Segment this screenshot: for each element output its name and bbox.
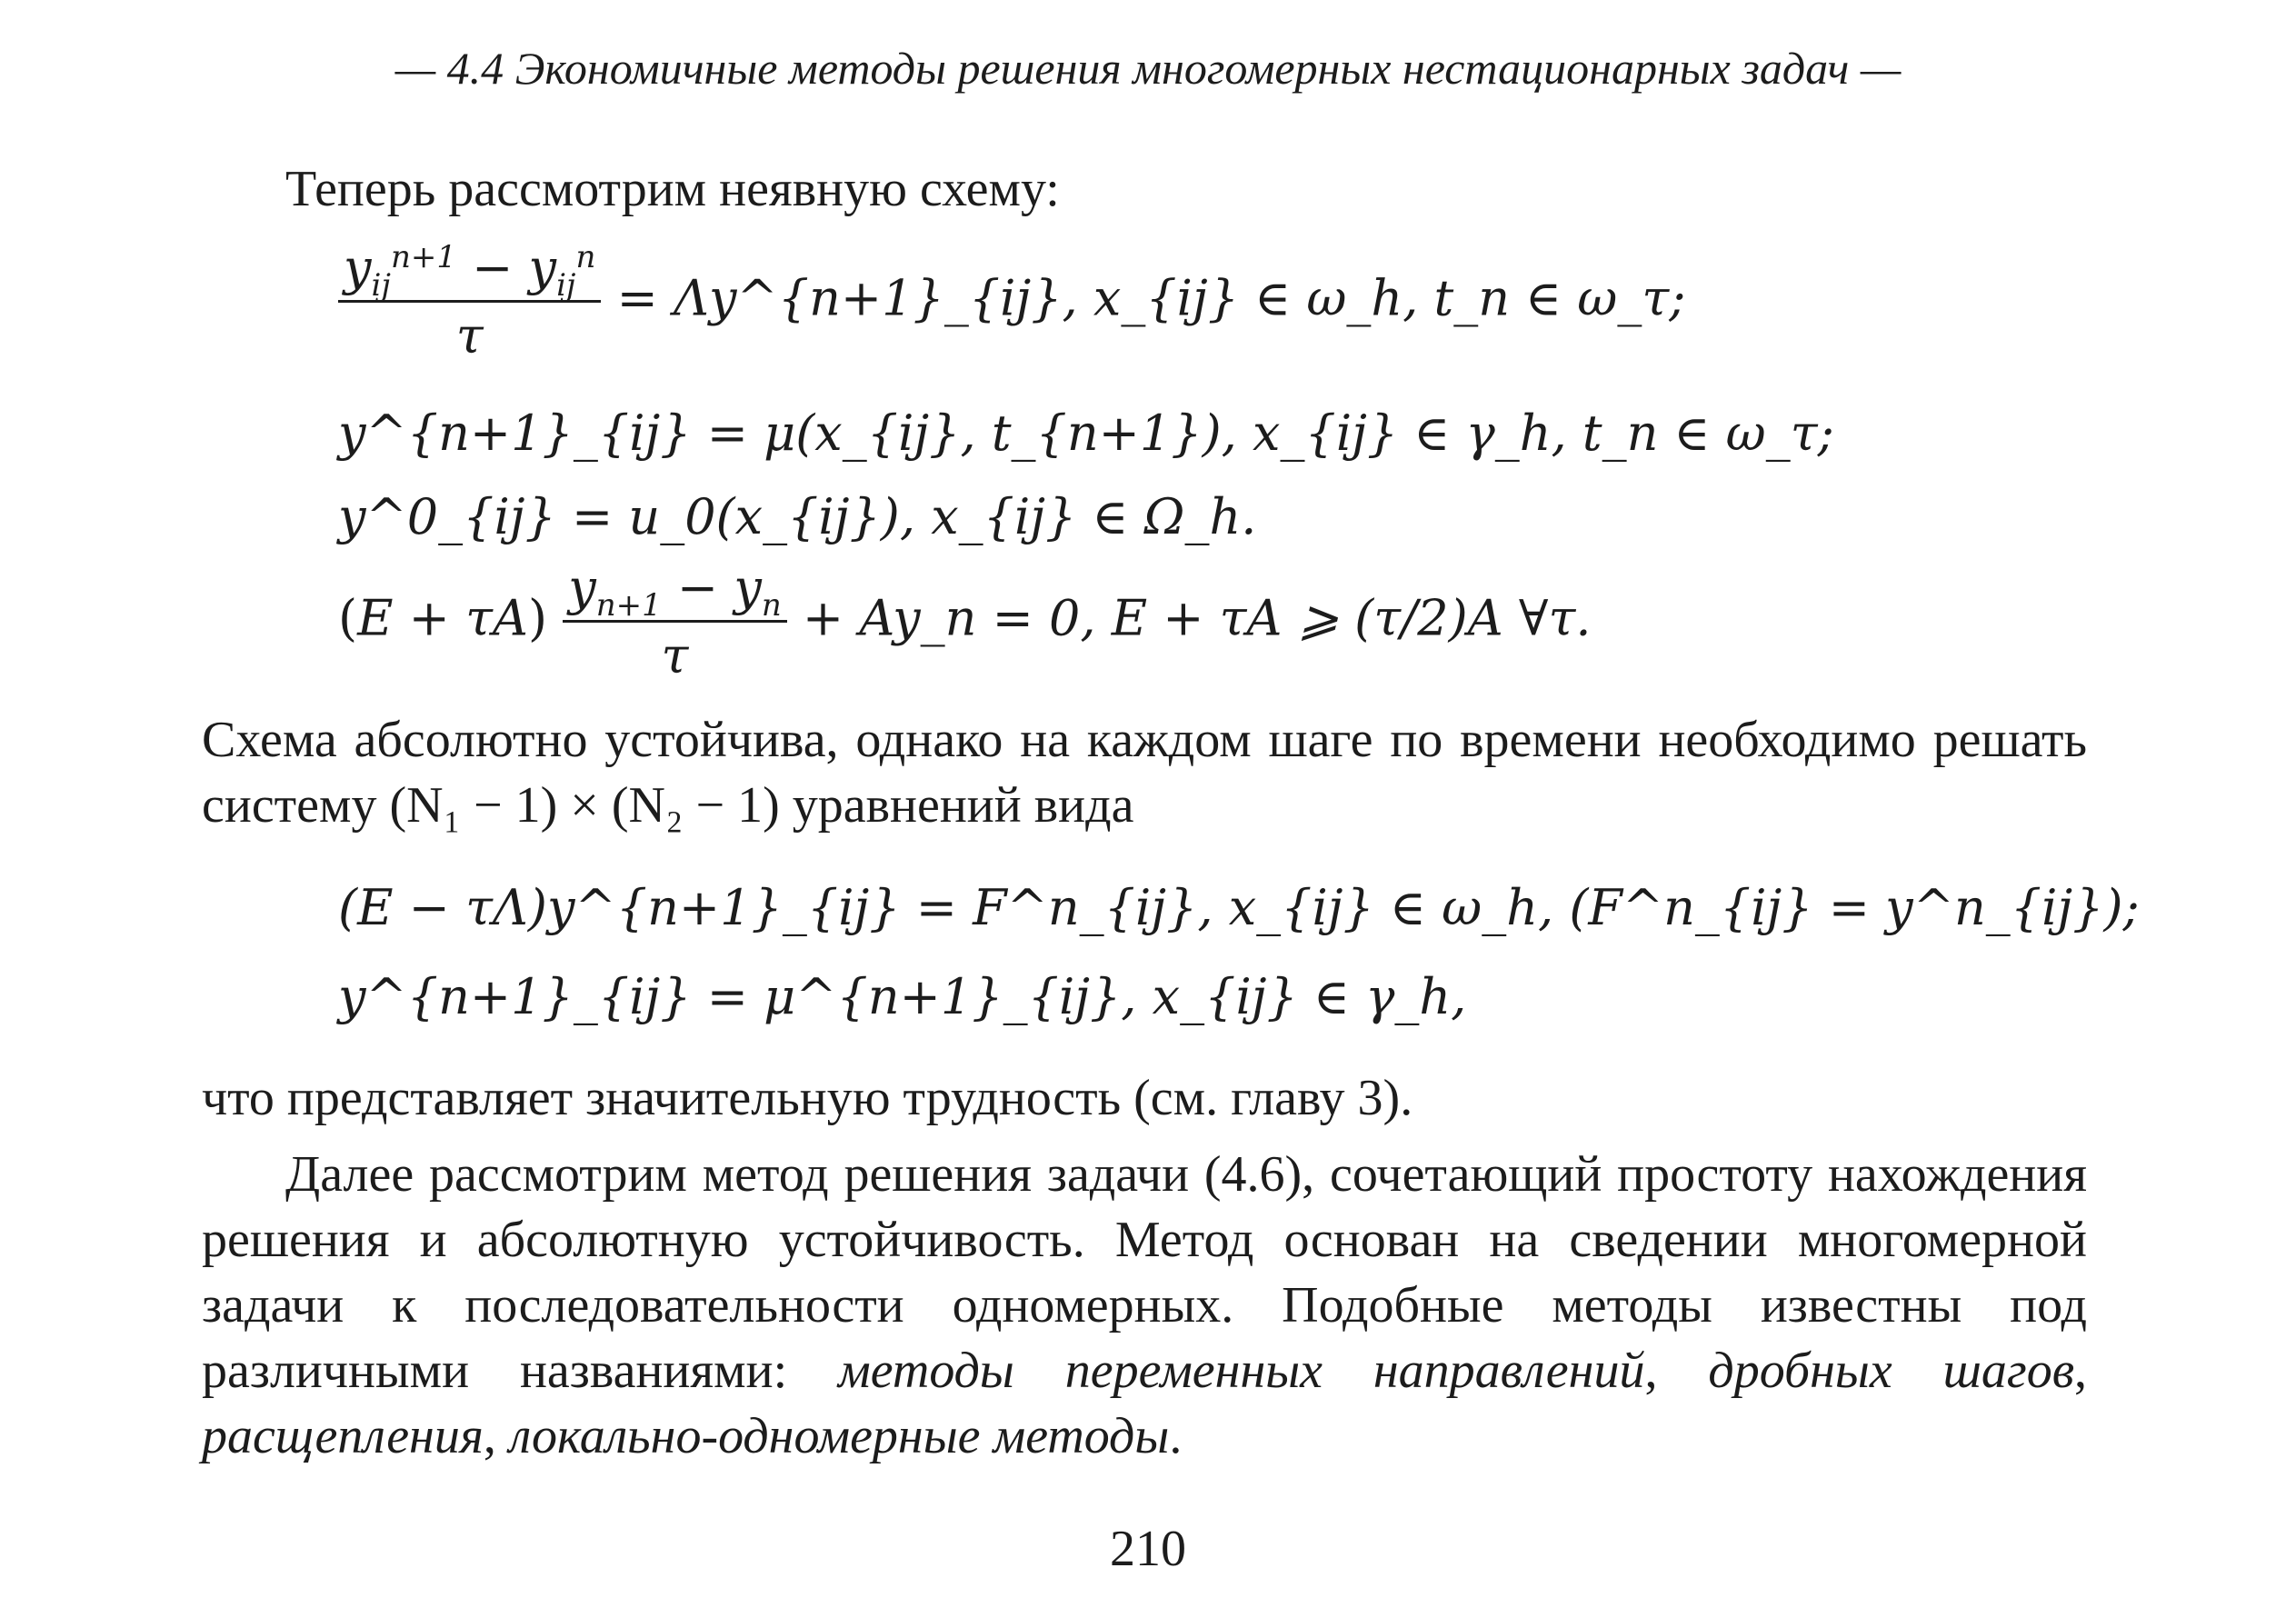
system-eq2: y^{n+1}_{ij} = μ^{n+1}_{ij}, x_{ij} ∈ γ_h,	[338, 968, 1467, 1025]
scheme-eq2: y^{n+1}_{ij} = μ(x_{ij}, t_{n+1}), x_{ij} ∈ γ_h, t_n ∈ ω_τ;	[338, 404, 1834, 462]
paragraph-1: Схема абсолютно устойчива, однако на каждом шаге по времени необходимо решать систему (N₁ − 1) × (N₂ − 1) уравнений вида	[202, 712, 2087, 834]
running-header: — 4.4 Экономичные методы решения многомерных нестационарных задач —	[394, 43, 1902, 94]
term-locally-one-dimensional: локально-одномерные методы	[508, 1408, 1170, 1464]
system-eq1: (E − τΛ)y^{n+1}_{ij} = F^n_{ij}, x_{ij} ∈ ω_h, (F^n_{ij} = y^n_{ij});	[338, 879, 2140, 936]
term-splitting: расщепления	[202, 1408, 484, 1464]
intro-text: Теперь рассмотрим неявную схему:	[285, 161, 1060, 217]
fraction: $\frac{y_{n+1} - y_n}{\tau}$	[563, 564, 787, 681]
fraction: $\frac{y_{ij}^{n+1} - y_{ij}^n}{\tau}$	[338, 244, 601, 361]
paragraph-3-text: Далее рассмотрим метод решения задачи (4.6), сочетающий простоту нахождения решения и абсолютную устойчивость. Метод основан на сведении многомерной задачи к последовательности одномерных. Подобные методы известны под различными названиями:	[202, 1146, 2087, 1399]
paragraph-3: Далее рассмотрим метод решения задачи (4.6), сочетающий простоту нахождения решения и абсолютную устойчивость. Метод основан на сведении многомерной задачи к последовательности одномерных. Подобные методы известны под различными названиями: методы переменных направлений, дробных шагов, расщепления, локально-одномерные методы.	[202, 1146, 2088, 1464]
scheme-eq4-tail: + Ay_n = 0, E + τA ⩾ (τ/2)A ∀τ.	[802, 589, 1592, 647]
term-fractional-steps: дробных шагов	[1708, 1343, 2075, 1399]
scheme-eq1-tail: = Λy^{n+1}_{ij}, x_{ij} ∈ ω_h, t_n ∈ ω_τ;	[616, 269, 1686, 327]
scheme-eq1	[338, 239, 1686, 365]
term-alternating-directions: методы переменных направлений	[838, 1343, 1645, 1399]
scheme-eq4: (E + τA) $\frac{y_{n+1} - y_n}{\tau}$ + Ay_n = 0, E + τA ⩾ (τ/2)A ∀τ.	[338, 559, 1592, 684]
paragraph-2: что представляет значительную трудность (см. главу 3).	[202, 1070, 1413, 1126]
page-number: 210	[1110, 1521, 1186, 1577]
scheme-eq3: y^0_{ij} = u_0(x_{ij}), x_{ij} ∈ Ω_h.	[338, 488, 1257, 545]
